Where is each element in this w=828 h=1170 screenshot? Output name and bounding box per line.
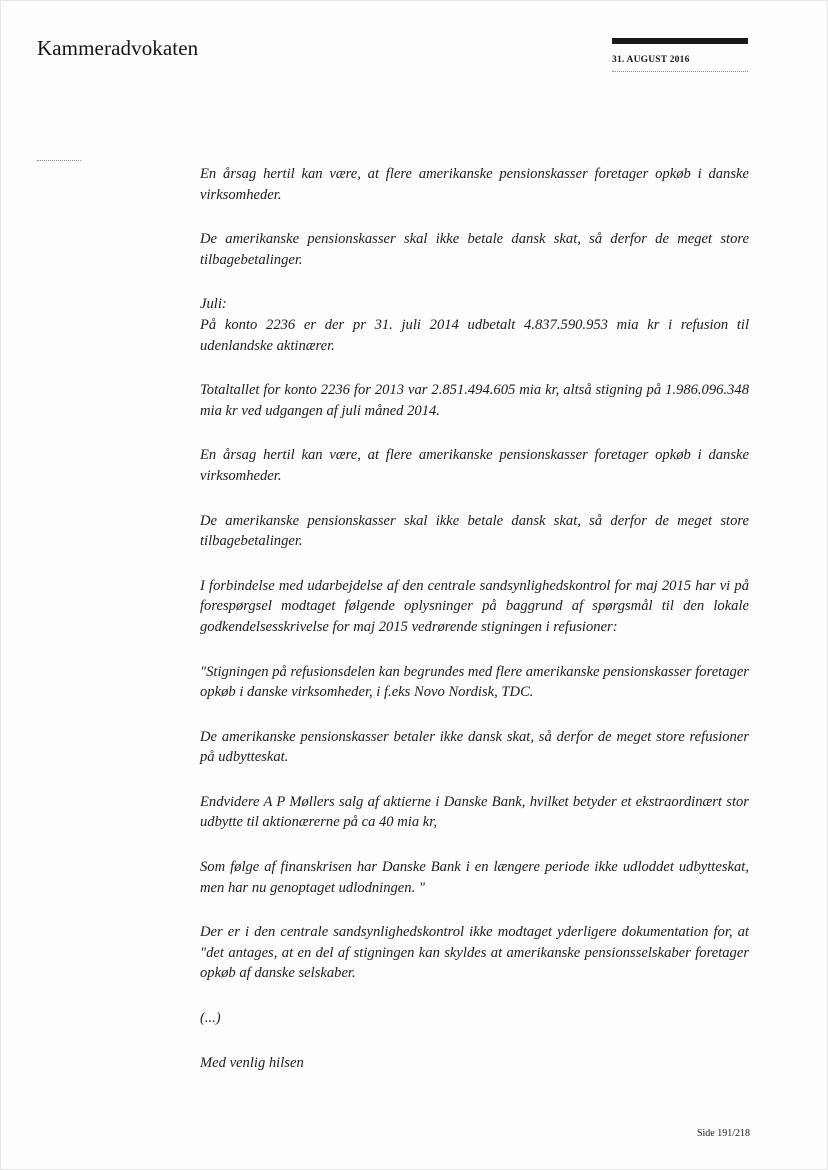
paragraph-2: De amerikanske pensionskasser skal ikke betale dansk skat, så derfor de meget store tilbagebetalinger. bbox=[200, 231, 749, 268]
date-block bbox=[612, 38, 748, 72]
paragraph-ellipsis: (...) bbox=[200, 1010, 221, 1027]
date-bar bbox=[612, 38, 748, 44]
letter-body bbox=[200, 164, 749, 1097]
paragraph-3-heading: Juli: bbox=[200, 296, 227, 313]
paragraph-7: I forbindelse med udarbejdelse af den centrale sandsynlighedskontrol for maj 2015 har vi på forespørgsel modtaget følgende oplysninger på baggrund af spørgsmål til den lokale godkendelsesskrivelse for maj 2015 vedrørende stigningen i refusioner: bbox=[200, 577, 749, 635]
closing-greeting: Med venlig hilsen bbox=[200, 1054, 304, 1071]
date-rule bbox=[612, 71, 748, 72]
paragraph-4: Totaltallet for konto 2236 for 2013 var 2.851.494.605 mia kr, altså stigning på 1.986.096.348 mia kr ved udgangen af juli måned 2014. bbox=[200, 382, 749, 419]
margin-rule bbox=[37, 160, 81, 161]
letterhead-title: Kammeradvokaten bbox=[37, 36, 199, 60]
paragraph-9: De amerikanske pensionskasser betaler ikke dansk skat, så derfor de meget store refusioner på udbytteskat. bbox=[200, 728, 749, 766]
paragraph-8-quote: "Stigningen på refusionsdelen kan begrundes med flere amerikanske pensionskasser foretager opkøb i danske virksomheder, i f.eks Novo Nordisk, TDC. bbox=[200, 663, 749, 701]
page-number: Side 191/218 bbox=[696, 1128, 750, 1139]
paragraph-5: En årsag hertil kan være, at flere amerikanske pensionskasser foretager opkøb i danske virksomheder. bbox=[200, 447, 749, 484]
paragraph-12: Der er i den centrale sandsynlighedskontrol ikke modtaget yderligere dokumentation for, at "det antages, at en del af stigningen kan skyldes at amerikanske pensionsselskaber foretager opkøb af danske selskaber. bbox=[200, 924, 749, 982]
paragraph-6: De amerikanske pensionskasser skal ikke betale dansk skat, så derfor de meget store tilbagebetalinger. bbox=[200, 512, 749, 550]
paragraph-1: En årsag hertil kan være, at flere amerikanske pensionskasser foretager opkøb i danske virksomheder. bbox=[200, 166, 749, 203]
paragraph-11: Som følge af finanskrisen har Danske Bank i en længere periode ikke udloddet udbytteskat, men har nu genoptaget udlodningen. " bbox=[200, 859, 749, 896]
document-date: 31. AUGUST 2016 bbox=[612, 55, 690, 65]
paragraph-3: På konto 2236 er der pr 31. juli 2014 udbetalt 4.837.590.953 mia kr i refusion til udenlandske aktinærer. bbox=[200, 316, 749, 354]
paragraph-10: Endvidere A P Møllers salg af aktierne i Danske Bank, hvilket betyder et ekstraordinært stor udbytte til aktionærerne på ca 40 mia kr, bbox=[200, 793, 749, 831]
